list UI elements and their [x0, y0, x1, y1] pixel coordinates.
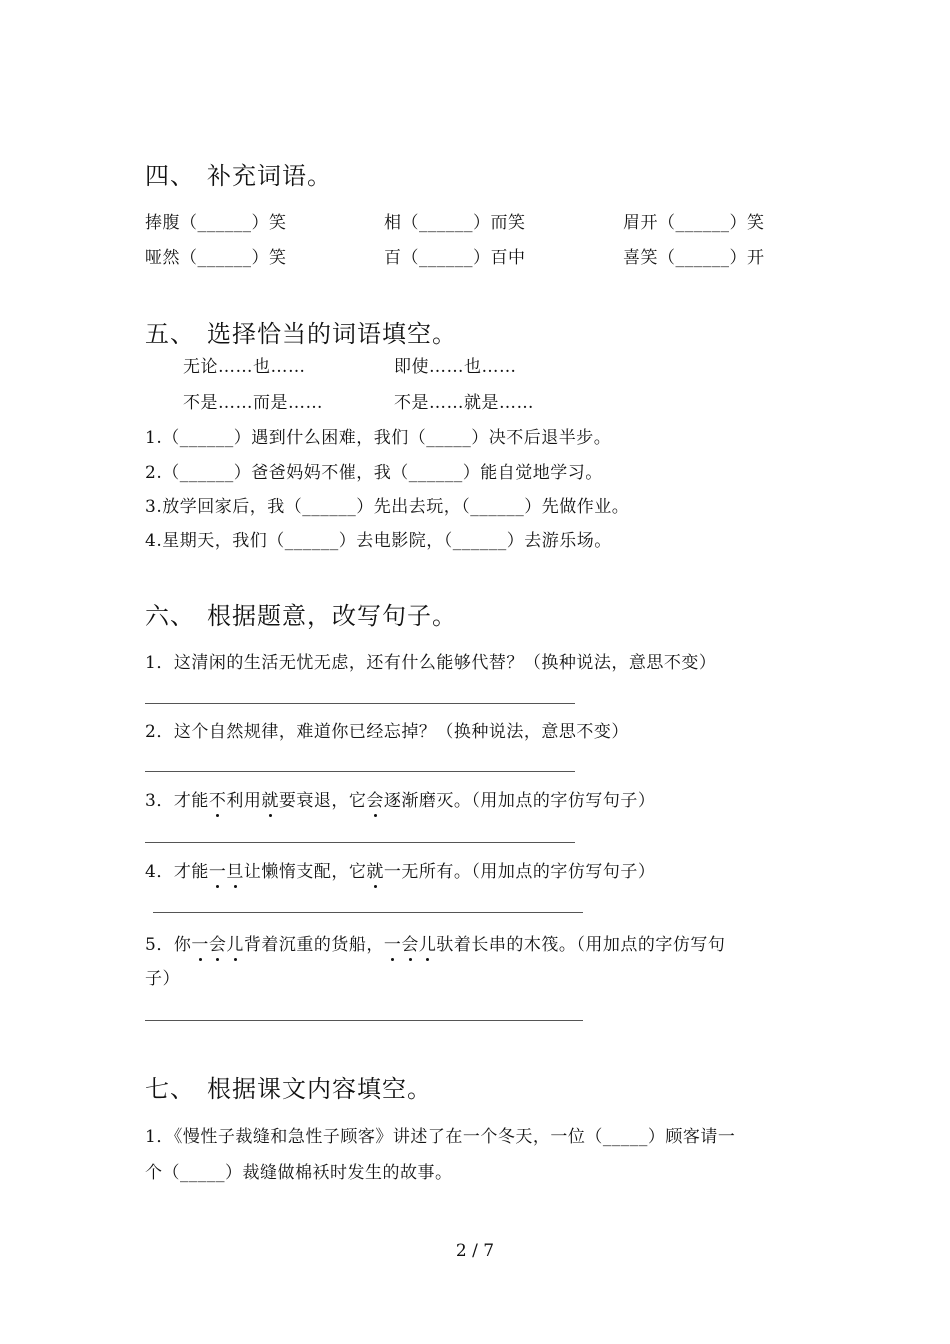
option-1: 无论……也……	[183, 357, 306, 377]
section-4-heading	[145, 156, 332, 191]
question-5-3: 3.放学回家后，我（______）先出去玩，（______）先做作业。	[145, 497, 630, 517]
dotted-char: 不	[209, 786, 227, 811]
section-4-number: 四、	[145, 162, 195, 190]
section-6-heading	[145, 596, 457, 631]
q5-text-c: 驮着长串的木筏。（用加点的字仿写句	[436, 935, 726, 955]
q4-text-c: 一无所有。（用加点的字仿写句子）	[383, 862, 656, 882]
option-4: 不是……就是……	[394, 393, 534, 413]
section-5-heading	[145, 314, 457, 349]
question-6-2: 2．这个自然规律，难道你已经忘掉？（换种说法，意思不变）	[145, 722, 629, 742]
section-5-number: 五、	[145, 320, 195, 348]
question-6-1: 1．这清闲的生活无忧无虑，还有什么能够代替？（换种说法，意思不变）	[145, 653, 717, 673]
dotted-char: 会	[401, 930, 419, 955]
question-7-1-line2: 个（_____）裁缝做棉袄时发生的故事。	[145, 1163, 453, 1183]
q3-text-e: 逐渐磨灭。（用加点的字仿写句子）	[383, 791, 656, 811]
q5-text-a: 5．你	[145, 935, 192, 955]
q4-text-a: 4．才能	[145, 862, 209, 882]
page-number: 2 / 7	[455, 1241, 495, 1261]
dotted-char: 一	[191, 930, 209, 955]
section-6-title: 根据题意，改写句子。	[207, 602, 457, 630]
question-6-5	[145, 930, 725, 955]
q3-text-a: 3．才能	[145, 791, 209, 811]
question-6-5-line2: 子）	[145, 969, 180, 989]
section-7-heading	[145, 1069, 432, 1104]
dotted-char: 会	[366, 786, 384, 811]
answer-line-3[interactable]	[145, 842, 575, 843]
dotted-char: 一	[209, 857, 227, 882]
section-7-title: 根据课文内容填空。	[207, 1075, 432, 1103]
word-item-5: 百（______）百中	[384, 248, 526, 268]
word-item-6: 喜笑（______）开	[623, 248, 765, 268]
section-7-number: 七、	[145, 1075, 195, 1103]
section-6-number: 六、	[145, 602, 195, 630]
question-6-3	[145, 786, 655, 811]
question-5-4: 4.星期天，我们（______）去电影院，（______）去游乐场。	[145, 531, 612, 551]
word-item-2: 相（______）而笑	[384, 213, 526, 233]
answer-line-5[interactable]	[145, 1020, 583, 1021]
question-5-2: 2.（______）爸爸妈妈不催，我（______）能自觉地学习。	[145, 463, 603, 483]
q5-text-b: 背着沉重的货船，	[243, 935, 384, 955]
word-item-4: 哑然（______）笑	[145, 248, 287, 268]
word-item-1: 捧腹（______）笑	[145, 213, 287, 233]
answer-line-1[interactable]	[145, 703, 575, 704]
section-5-title: 选择恰当的词语填空。	[207, 320, 457, 348]
dotted-char: 就	[366, 857, 384, 882]
dotted-char: 旦	[226, 857, 244, 882]
q3-text-c: 要衰退，它	[278, 791, 367, 811]
word-item-3: 眉开（______）笑	[623, 213, 765, 233]
question-7-1-line1: 1．《慢性子裁缝和急性子顾客》讲述了在一个冬天，一位（_____）顾客请一	[145, 1127, 736, 1147]
question-5-1: 1.（______）遇到什么困难，我们（_____）决不后退半步。	[145, 428, 612, 448]
dotted-char: 就	[261, 786, 279, 811]
dotted-char: 儿	[419, 930, 437, 955]
option-2: 即使……也……	[394, 357, 517, 377]
dotted-char: 儿	[226, 930, 244, 955]
answer-line-4[interactable]	[153, 912, 583, 913]
section-4-title: 补充词语。	[207, 162, 332, 190]
q4-text-b: 让懒惰支配，它	[243, 862, 367, 882]
option-3: 不是……而是……	[183, 393, 323, 413]
answer-line-2[interactable]	[145, 771, 575, 772]
q3-text-b: 利用	[226, 791, 262, 811]
dotted-char: 会	[209, 930, 227, 955]
question-6-4	[145, 857, 655, 882]
dotted-char: 一	[384, 930, 402, 955]
